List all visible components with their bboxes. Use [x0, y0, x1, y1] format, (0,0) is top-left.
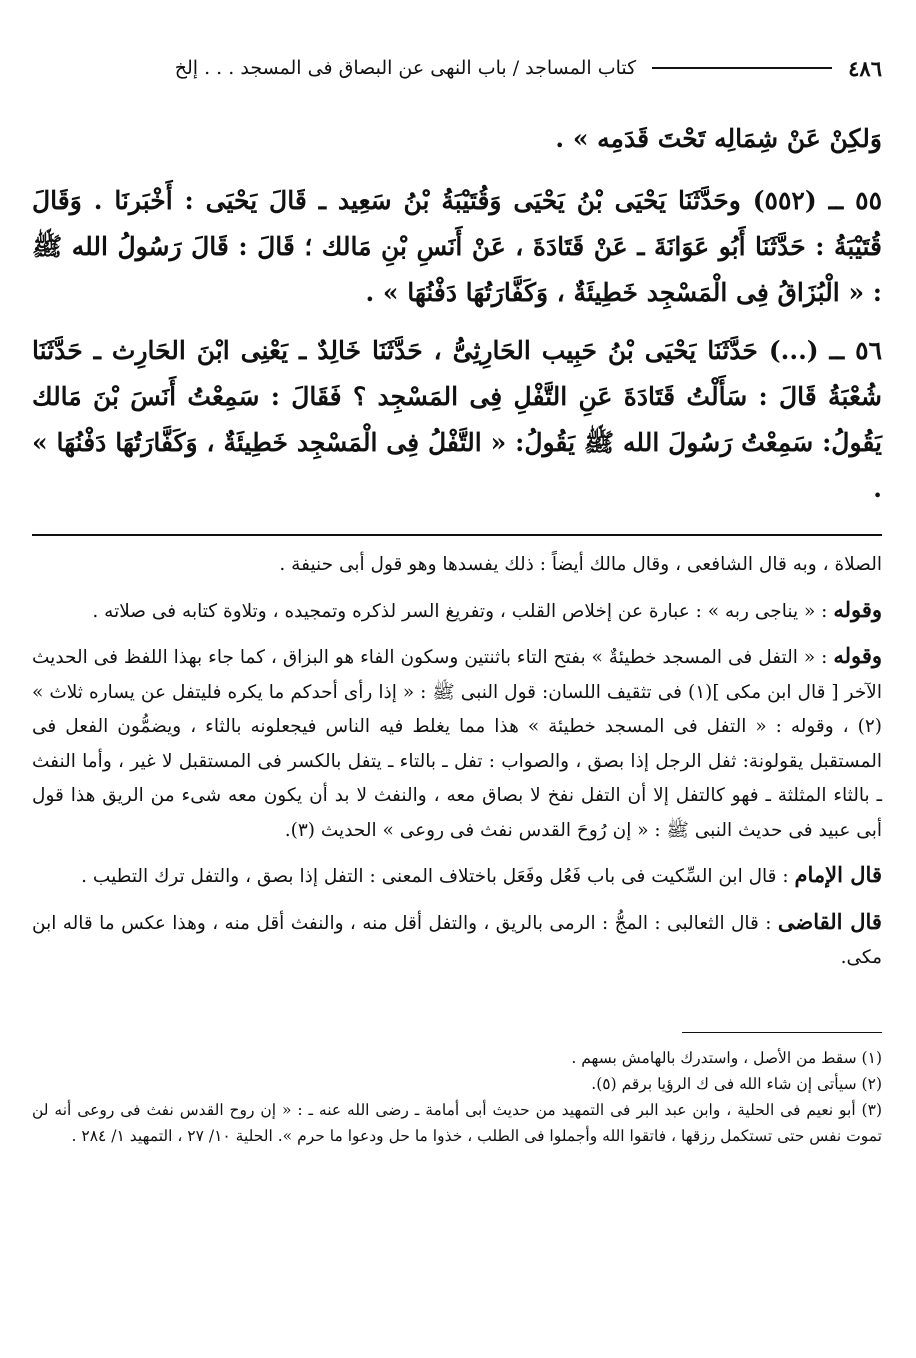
commentary-paragraph [32, 593, 882, 630]
footnote-1: (١) سقط من الأصل ، واستدرك بالهامش بسهم . [571, 1048, 882, 1067]
commentary-paragraph [32, 548, 882, 583]
text-commentary-divider [32, 534, 882, 536]
commentary-body: : قال الثعالبى : المجُّ : الرمى بالريق ، والتفل أقل منه ، والنفث أقل منه ، وهذا عكس ما قاله ابن مكى. [32, 912, 882, 968]
commentary-lead: وقوله [833, 596, 882, 622]
header-rule [652, 67, 832, 69]
commentary-body: : قال ابن السِّكيت فى باب فَعُل وفَعَل باختلاف المعنى : التفل إذا بصق ، والتفل ترك التطيب . [81, 866, 789, 887]
commentary-body: : « التفل فى المسجد خطيئةٌ » بفتح التاء باثنتين وسكون الفاء هو البزاق ، كما جاء بهذا اللفظ فى الحديث الآخر [ قال ابن مكى ](١) فى تثقيف اللسان: قول النبى ﷺ : « إذا رأى أحدكم ما يكره فليتفل عن يساره ثلاث » (٢) ، وقوله : « التفل فى المسجد خطيئة » هذا مما يغلط فيه الناس فيجعلونه بالثاء ، ويضمُّون الفعل فى المستقبل يقولونة: ثفل الرجل إذا بصق ، والصواب : تفل ـ بالتاء ـ يتفل بالكسر فى المستقبل لا غير ، وأما النفث ـ بالثاء المثلثة ـ فهو كالتفل إلا أن التفل نفخ لا بصاق معه ، والنفث لا بد أن يكون معه شىء من الريق هذا قول أبى عبيد فى حديث النبى ﷺ : « إن رُوحَ القدس نفث فى روعى » الحديث (٣). [32, 647, 882, 841]
book-page [32, 48, 882, 1149]
hadith-56: ٥٦ ــ (...) حَدَّثَنَا يَحْيَى بْنُ حَبِيب الحَارِثِىُّ ، حَدَّثَنَا خَالِدٌ ـ يَعْنِى ابْنَ الحَارِث ـ حَدَّثَنَا شُعْبَةُ قَالَ : سَأَلْتُ قَتَادَةَ عَنِ التَّفْلِ فِى المَسْجِد ؟ فَقَالَ : سَمِعْتُ أَنَسَ بْنَ مَالك يَقُولُ: سَمِعْتُ رَسُولَ الله ﷺ يَقُولُ: « التَّفْلُ فِى الْمَسْجِد خَطِيئَةٌ ، وَكَفَّارَتُهَا دَفْنُهَا » . [32, 336, 882, 503]
running-header [32, 48, 882, 88]
commentary-paragraph [32, 858, 882, 895]
commentary-lead: قال القاضى [777, 908, 882, 934]
commentary-body: الصلاة ، وبه قال الشافعى ، وقال مالك أيضاً : ذلك يفسدها وهو قول أبى حنيفة . [279, 554, 882, 575]
commentary-lead: قال الإمام [794, 862, 882, 887]
running-title: كتاب المساجد / باب النهى عن البصاق فى المسجد . . . إلخ [174, 57, 637, 79]
page-number: ٤٨٦ [848, 55, 882, 81]
hadith-55: ٥٥ ــ (٥٥٢) وحَدَّثَنَا يَحْيَى بْنُ يَحْيَى وَقُتَيْبَةُ بْنُ سَعِيد ـ قَالَ يَحْيَى : أَخْبَرنَا . وَقَالَ قُتَيْبَةُ : حَدَّثَنَا أَبُو عَوَانَةَ ـ عَنْ قَتَادَةَ ، عَنْ أَنَسِ بْنِ مَالك ؛ قَالَ : قَالَ رَسُولُ الله ﷺ : « الْبُزَاقُ فِى الْمَسْجِد خَطِيئَةٌ ، وَكَفَّارَتُهَا دَفْنُهَا » . [32, 186, 882, 307]
commentary-paragraph [32, 639, 882, 848]
footnote-3: (٣) أبو نعيم فى الحلية ، وابن عبد البر فى التمهيد من حديث أبى أمامة ـ رضى الله عنه ـ : « إن روح القدس نفث فى روعى أنه لن تموت نفس حتى تستكمل رزقها ، فاتقوا الله وأجملوا فى الطلب ، خذوا ما حل ودعوا ما حرم ». الحلية ١٠/ ٢٧ ، التمهيد ١/ ٢٨٤ . [32, 1100, 882, 1145]
commentary-lead: وقوله [833, 643, 882, 668]
commentary-body: : « يناجى ربه » : عبارة عن إخلاص القلب ، وتفريغ السر لذكره وتمجيده ، وتلاوة كتابه فى صلاته . [92, 600, 828, 622]
footnote-2: (٢) سيأتى إن شاء الله فى ك الرؤيا برقم (٥). [591, 1074, 882, 1093]
commentary-paragraph [32, 905, 882, 976]
footnote-rule [682, 1032, 882, 1033]
hadith-text-continuation: وَلكِنْ عَنْ شِمَالِه تَحْتَ قَدَمِه » . [555, 124, 882, 153]
